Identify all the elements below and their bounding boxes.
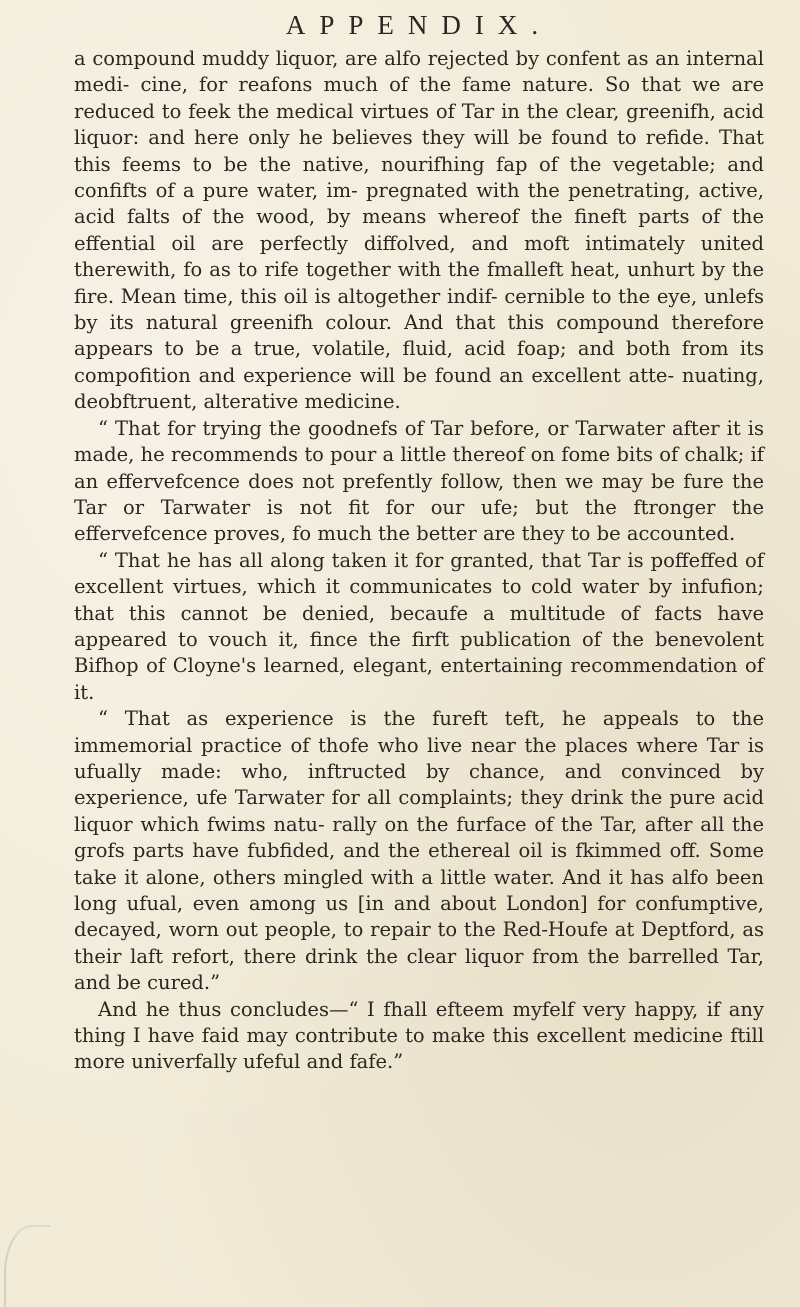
paper-stain — [4, 1225, 50, 1307]
running-head: APPENDIX. — [285, 10, 553, 40]
paragraph-5: And he thus concludes—“ I fhall efteem myfelf very happy, if any thing I have faid may contribute to make this excellent medicine ftill more univerfally ufeful and fafe.” — [74, 997, 764, 1074]
paragraph-2: “ That for trying the goodnefs of Tar before, or Tarwater after it is made, he recommends to pour a little thereof on fome bits of chalk; if an effervefcence does not prefently follow, then we may be fure the Tar or Tarwater is not fit for our ufe; but the ftronger the effervefcence proves, fo much the better are they to be accounted. — [74, 416, 764, 546]
paragraph-4: “ That as experience is the fureft teft, he appeals to the immemorial practice of thofe who live near the places where Tar is ufually made: who, inftructed by chance, and convinced by experience, ufe Tarwater for all complaints; they drink the pure acid liquor which fwims natu- rally on the furface of the Tar, after all the grofs parts have fubfided, and the ethereal oil is fkimmed off. Some take it alone, others mingled with a little water. And it has alfo been long ufual, even among us [in and about London] for confumptive, decayed, worn out people, to repair to the Red-Houfe at Deptford, as their laft refort, there drink the clear liquor from the barrelled Tar, and be cured.” — [74, 707, 764, 995]
paragraph-3: “ That he has all along taken it for granted, that Tar is poffeffed of excellent virtues, which it communicates to cold water by infufion; that this cannot be denied, becaufe a multitude of facts have appeared to vouch it, fince the firft publication of the benevolent Bifhop of Cloyne's learned, elegant, entertaining recommendation of it. — [74, 548, 764, 704]
page-body — [74, 8, 764, 1076]
paragraph-1: a compound muddy liquor, are alfo rejected by confent as an internal medi- cine, for reafons much of the fame nature. So that we are reduced to feek the medical virtues of Tar in the clear, greenifh, acid liquor: and here only he believes they will be found to refide. That this feems to be the native, nourifhing fap of the vegetable; and confifts of a pure water, im- pregnated with the penetrating, active, acid falts of the wood, by means whereof the fineft parts of the effential oil are perfectly diffolved, and moft intimately united therewith, fo as to rife together with the fmalleft heat, unhurt by the fire. Mean time, this oil is altogether indif- cernible to the eye, unlefs by its natural greenifh colour. And that this compound therefore appears to be a true, volatile, fluid, acid foap; and both from its compofition and experience will be found an excellent atte- nuating, deobftruent, alterative medicine. — [74, 47, 764, 414]
